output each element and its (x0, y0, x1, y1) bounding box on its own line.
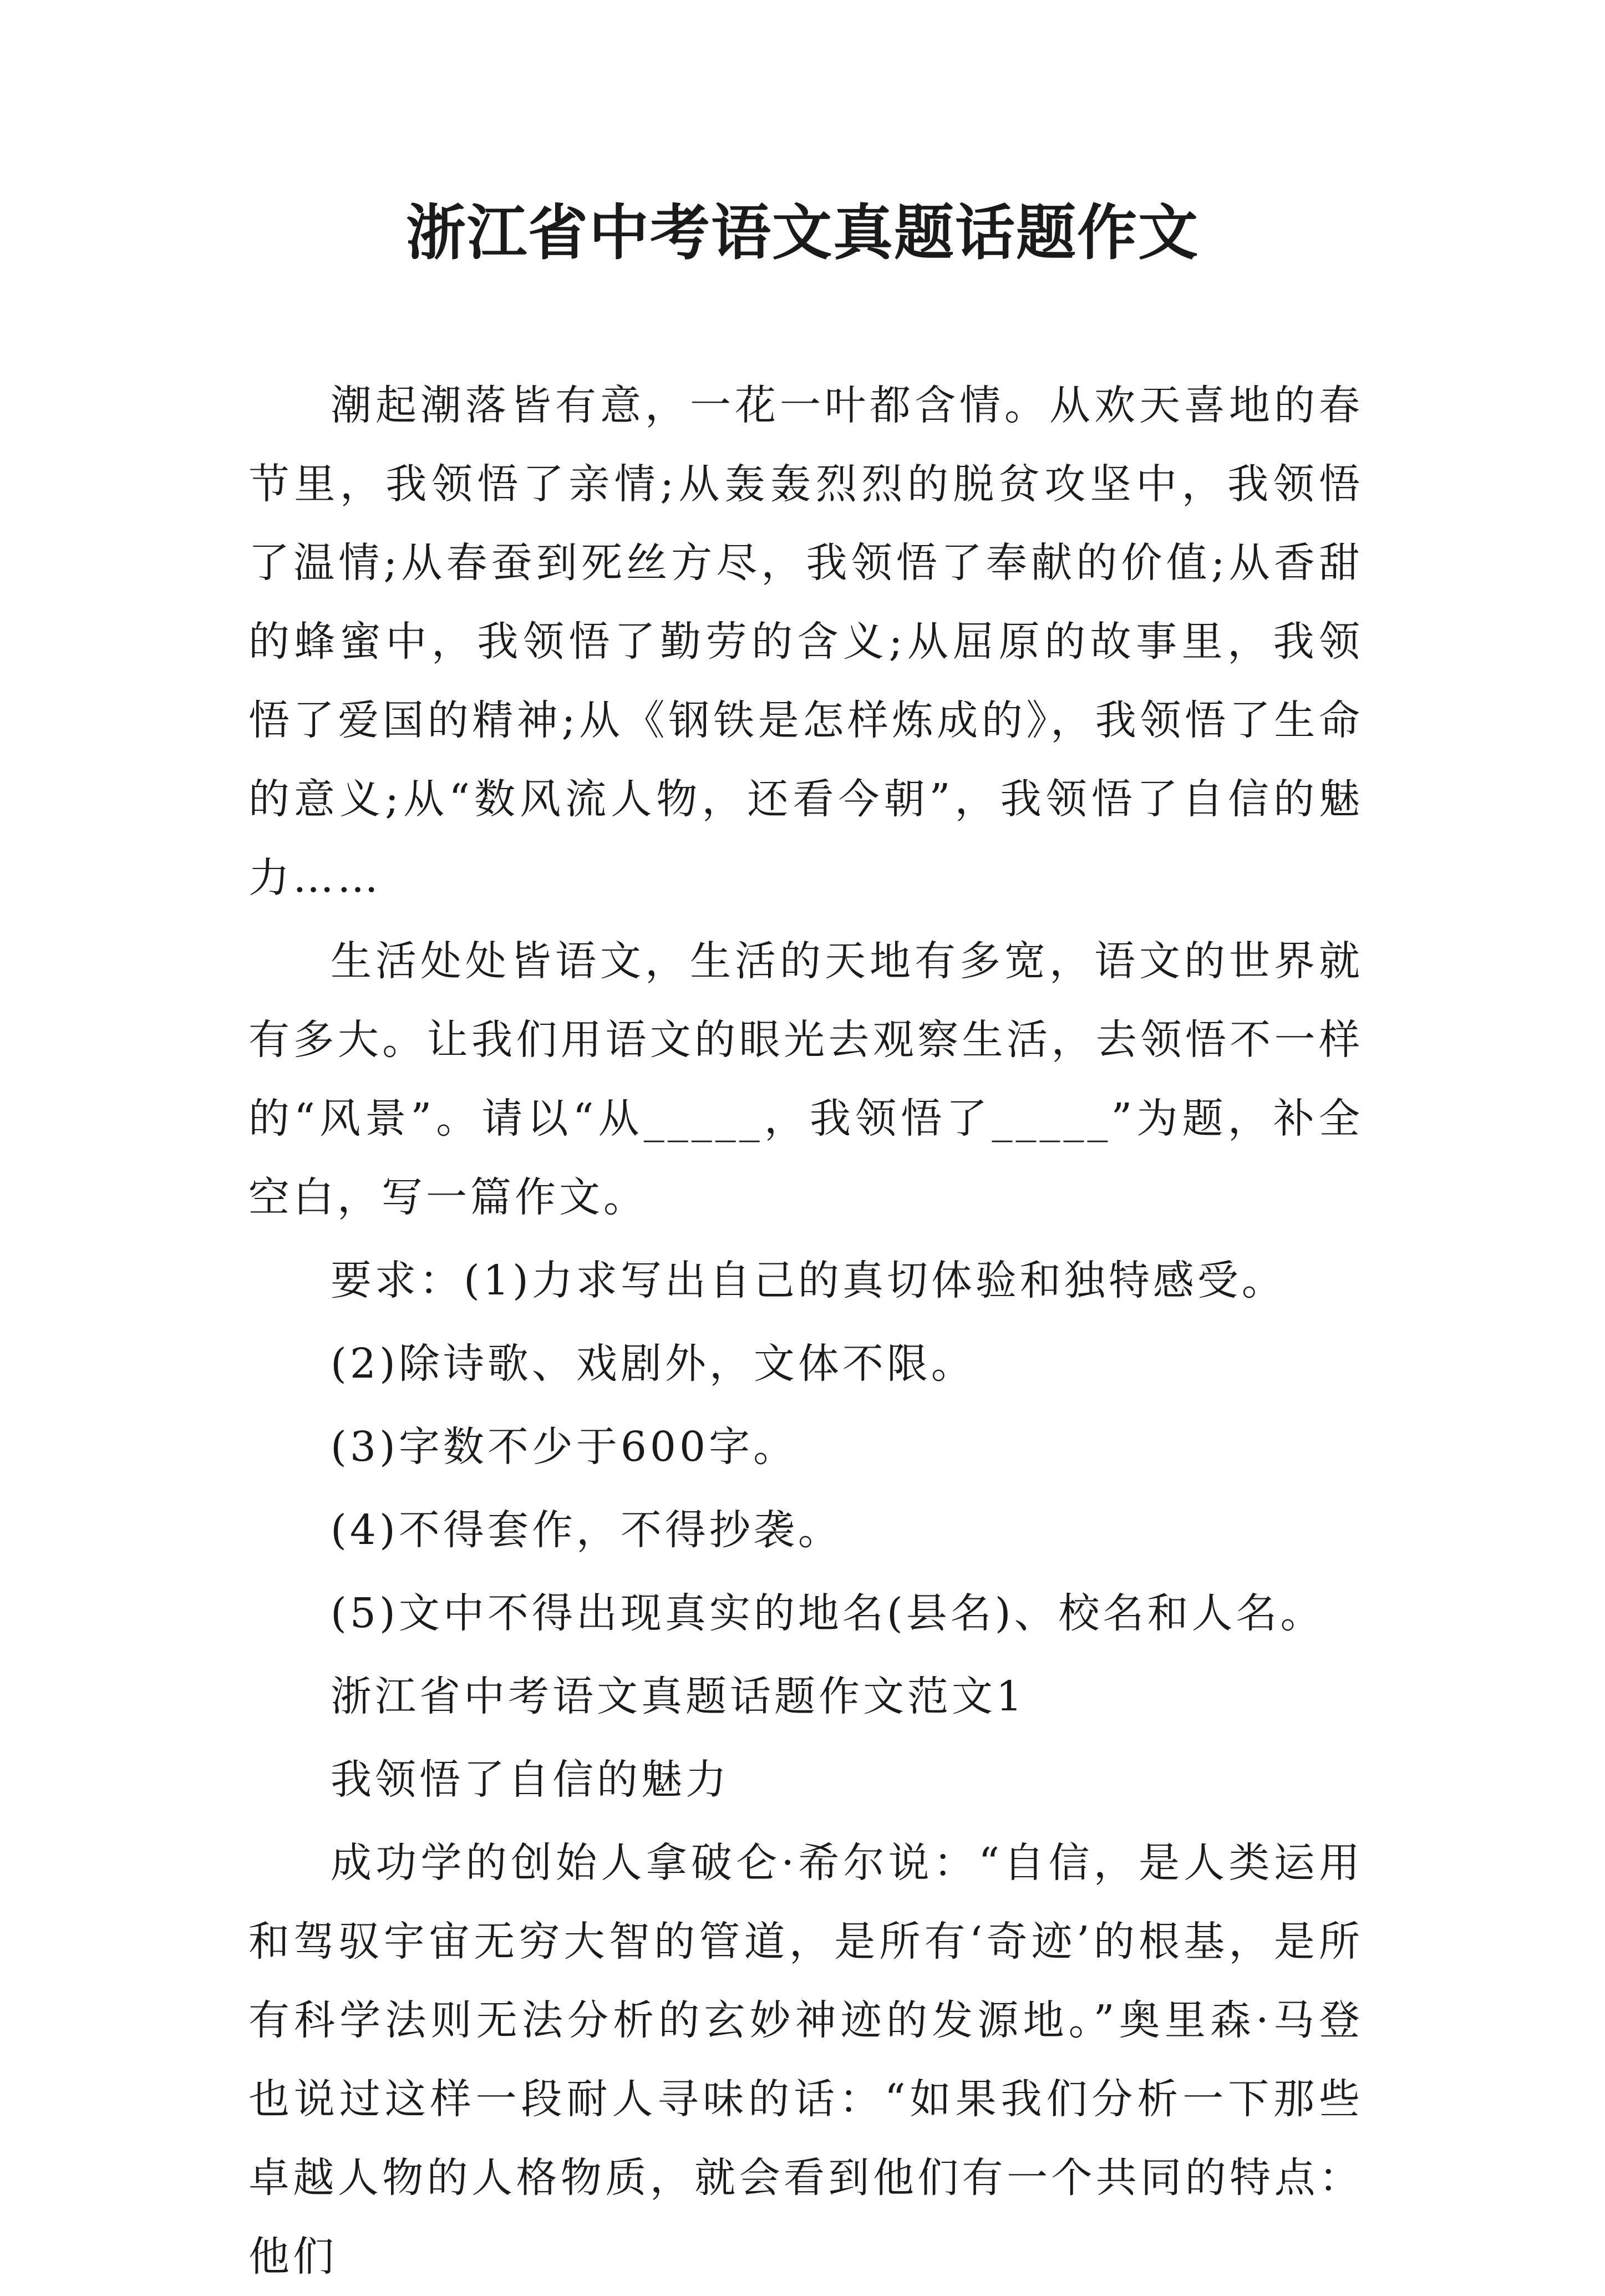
document-body (248, 366, 1363, 2296)
requirement-2: (2)除诗歌、戏剧外，文体不限。 (331, 1340, 976, 1388)
requirement-3: (3)字数不少于600字。 (331, 1423, 798, 1471)
sample-essay-paragraph: 成功学的创始人拿破仑·希尔说：“自信，是人类运用和驾驭宇宙无穷大智的管道，是所有‘奇迹’的根基，是所有科学法则无法分析的玄妙神迹的发源地。”奥里森·马登也说过这样一段耐人寻味的话：“如果我们分析一下那些卓越人物的人格物质，就会看到他们有一个共同的特点：他们 (248, 1839, 1363, 2280)
requirement-5: (5)文中不得出现真实的地名(县名)、校名和人名。 (331, 1589, 1325, 1637)
prompt-paragraph: 生活处处皆语文，生活的天地有多宽，语文的世界就有多大。让我们用语文的眼光去观察生活，去领悟不一样的“风景”。请以“从_____，我领悟了_____”为题，补全空白，写一篇作文。 (248, 937, 1363, 1221)
document-title: 浙江省中考语文真题话题作文 (405, 198, 1199, 268)
sample-essay-title: 我领悟了自信的魅力 (331, 1756, 730, 1804)
requirement-1: 要求：(1)力求写出自己的真切体验和独特感受。 (331, 1257, 1286, 1304)
sample-essay-heading: 浙江省中考语文真题话题作文范文1 (331, 1673, 1026, 1720)
intro-paragraph: 潮起潮落皆有意，一花一叶都含情。从欢天喜地的春节里，我领悟了亲情;从轰轰烈烈的脱贫攻坚中，我领悟了温情;从春蚕到死丝方尽，我领悟了奉献的价值;从香甜的蜂蜜中，我领悟了勤劳的含义;从屈原的故事里，我领悟了爱国的精神;从《钢铁是怎样炼成的》，我领悟了生命的意义;从“数风流人物，还看今朝”，我领悟了自信的魅力…… (248, 382, 1363, 902)
requirement-4: (4)不得套作，不得抄袭。 (331, 1506, 842, 1554)
